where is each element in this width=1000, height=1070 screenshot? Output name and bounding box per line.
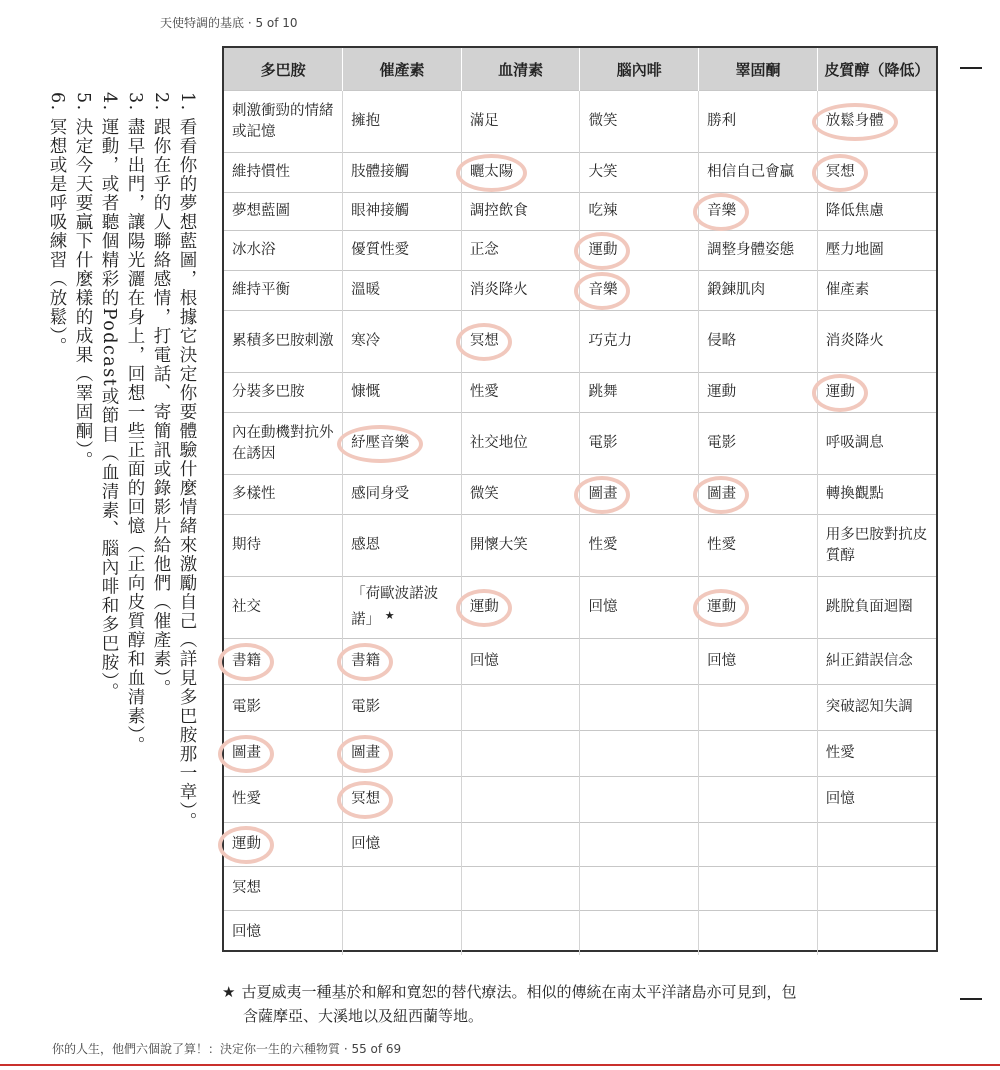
column-header: 腦內啡 <box>580 48 699 91</box>
table-cell <box>699 153 818 193</box>
table-cell <box>461 193 580 231</box>
table-row <box>224 823 936 867</box>
cell-text: 運動 <box>825 384 855 400</box>
table-cell <box>580 823 699 867</box>
cell-text: 消炎降火 <box>825 333 884 349</box>
cell-text: 社交 <box>232 599 261 615</box>
cell-text: 放鬆身體 <box>825 113 884 129</box>
cell-text: 感恩 <box>351 537 381 553</box>
table-cell <box>580 373 699 413</box>
table-cell <box>461 311 580 373</box>
cell-text: 侵略 <box>707 333 737 349</box>
cell-text: 糾正錯誤信念 <box>825 653 913 669</box>
cell-text: 跳舞 <box>588 384 618 400</box>
table-row <box>224 373 936 413</box>
table-cell <box>461 91 580 153</box>
table-cell <box>461 475 580 515</box>
instruction-text: 盡早出門，讓陽光灑在身上，回想一些正面的回憶（正向皮質醇和血清素）。 <box>125 117 145 755</box>
cell-text: 回憶 <box>707 653 737 669</box>
cell-text: 肢體接觸 <box>351 164 410 180</box>
table-cell <box>580 639 699 685</box>
table-cell <box>461 777 580 823</box>
margin-mark-bottom <box>960 998 982 1000</box>
cell-text: 壓力地圖 <box>825 242 884 258</box>
table-cell <box>224 231 343 271</box>
table-row <box>224 91 936 153</box>
table-cell <box>224 475 343 515</box>
footnote-line-1: 古夏威夷一種基於和解和寬恕的替代療法。相似的傳統在南太平洋諸島亦可見到，包 <box>241 983 797 1001</box>
cell-text: 維持慣性 <box>232 164 290 180</box>
table-cell <box>224 193 343 231</box>
cell-text: 鍛鍊肌肉 <box>707 282 766 298</box>
table-cell <box>224 91 343 153</box>
table-cell <box>699 515 818 577</box>
cell-text: 刺激衝勁的情緒或記憶 <box>232 102 334 140</box>
table-row <box>224 639 936 685</box>
cell-text: 開懷大笑 <box>469 537 528 553</box>
cell-text: 回憶 <box>825 791 855 807</box>
footnote-line-2: 含薩摩亞、大溪地以及紐西蘭等地。 <box>243 1007 484 1025</box>
table-cell <box>699 577 818 639</box>
table-row <box>224 685 936 731</box>
footnote <box>222 980 902 1028</box>
table-cell <box>343 823 462 867</box>
table-cell <box>224 153 343 193</box>
table-cell <box>343 475 462 515</box>
cell-text: 冰水浴 <box>232 242 276 258</box>
table-cell <box>699 193 818 231</box>
table-row <box>224 475 936 515</box>
cell-text: 擁抱 <box>351 113 381 129</box>
cell-text: 慷慨 <box>351 384 381 400</box>
cell-text: 降低焦慮 <box>825 203 884 219</box>
table-cell <box>817 271 936 311</box>
table-cell <box>699 867 818 911</box>
table-cell <box>461 231 580 271</box>
table-cell <box>817 91 936 153</box>
instruction-item <box>174 92 200 972</box>
table-cell <box>461 271 580 311</box>
page-footer: 你的人生，他們六個說了算！：決定你一生的六種物質 · 55 of 69 <box>52 1042 402 1056</box>
column-header: 血清素 <box>461 48 580 91</box>
cell-text: 巧克力 <box>588 333 632 349</box>
cell-text: 正念 <box>469 242 499 258</box>
table-cell <box>699 271 818 311</box>
margin-mark-top <box>960 67 982 69</box>
cell-text: 曬太陽 <box>469 164 514 180</box>
table-row <box>224 577 936 639</box>
table-row <box>224 231 936 271</box>
cell-text: 性愛 <box>469 384 499 400</box>
instruction-item <box>122 92 148 972</box>
cell-text: 感同身受 <box>351 486 410 502</box>
table-cell <box>461 867 580 911</box>
table-cell <box>817 867 936 911</box>
table-cell <box>699 731 818 777</box>
cell-text: 滿足 <box>469 113 499 129</box>
table-cell <box>343 911 462 955</box>
instruction-item <box>96 92 122 972</box>
table-cell <box>343 231 462 271</box>
table-cell <box>580 231 699 271</box>
cell-text: 溫暖 <box>351 282 381 298</box>
table-row <box>224 515 936 577</box>
table-cell <box>817 413 936 475</box>
cell-text: 圖畫 <box>588 486 618 502</box>
table-cell <box>461 685 580 731</box>
cell-text: 書籍 <box>232 653 261 669</box>
table-cell <box>699 777 818 823</box>
instruction-text: 看看你的夢想藍圖，根據它決定你要體驗什麼情緒來激勵自己（詳見多巴胺那一章）。 <box>177 117 197 831</box>
table-cell <box>580 271 699 311</box>
cell-text: 冥想 <box>469 333 499 349</box>
cell-text: 維持平衡 <box>232 282 290 298</box>
cell-text: 跳脫負面迴圈 <box>825 599 913 615</box>
table-cell <box>224 311 343 373</box>
instruction-number: 4. <box>99 92 119 112</box>
table-cell <box>343 577 462 639</box>
table-cell <box>699 413 818 475</box>
table-cell <box>224 685 343 731</box>
table-cell <box>817 731 936 777</box>
instruction-text: 運動，或者聽個精彩的Podcast或節目（血清素、腦內啡和多巴胺）。 <box>99 117 119 702</box>
table-cell <box>224 823 343 867</box>
table-cell <box>343 193 462 231</box>
cell-text: 吃辣 <box>588 203 618 219</box>
cell-text: 夢想藍圖 <box>232 203 290 219</box>
instruction-item <box>148 92 174 972</box>
instruction-text: 決定今天要贏下什麼樣的成果（睪固酮）。 <box>73 117 93 470</box>
column-header: 睪固酮 <box>699 48 818 91</box>
table-cell <box>224 639 343 685</box>
table-cell <box>343 91 462 153</box>
table-cell <box>224 373 343 413</box>
table-row <box>224 911 936 955</box>
cell-text: 運動 <box>707 599 737 615</box>
table-cell <box>580 911 699 955</box>
cell-text: 調整身體姿態 <box>707 242 795 258</box>
table-row <box>224 731 936 777</box>
table-cell <box>224 577 343 639</box>
table-cell <box>461 413 580 475</box>
cell-text: 性愛 <box>707 537 737 553</box>
table-row <box>224 271 936 311</box>
instruction-item <box>70 92 96 972</box>
table-cell <box>699 311 818 373</box>
table-row <box>224 193 936 231</box>
table-cell <box>343 731 462 777</box>
cell-text: 大笑 <box>588 164 618 180</box>
table-cell <box>343 685 462 731</box>
table-cell <box>699 911 818 955</box>
instruction-number: 5. <box>73 92 93 112</box>
table-row <box>224 777 936 823</box>
table-row <box>224 867 936 911</box>
table-cell <box>224 911 343 955</box>
hormone-table <box>222 46 938 952</box>
table-cell <box>699 823 818 867</box>
instruction-text: 冥想或是呼吸練習（放鬆）。 <box>47 117 67 356</box>
cell-text: 相信自己會贏 <box>707 164 795 180</box>
cell-text: 性愛 <box>825 745 855 761</box>
table-cell <box>343 153 462 193</box>
table-cell <box>580 413 699 475</box>
cell-text: 音樂 <box>588 282 618 298</box>
table-cell <box>699 91 818 153</box>
table-cell <box>461 373 580 413</box>
cell-text: 社交地位 <box>469 435 528 451</box>
cell-text: 調控飲食 <box>469 203 528 219</box>
cell-text: 回憶 <box>588 599 618 615</box>
cell-text: 回憶 <box>351 836 381 852</box>
table-cell <box>580 475 699 515</box>
table-cell <box>699 475 818 515</box>
instruction-item <box>44 92 70 972</box>
cell-text: 冥想 <box>351 791 381 807</box>
cell-text: 微笑 <box>469 486 499 502</box>
table-row <box>224 413 936 475</box>
table-cell <box>580 311 699 373</box>
cell-text: 電影 <box>232 699 261 715</box>
table-cell <box>224 731 343 777</box>
table-cell <box>224 271 343 311</box>
table-cell <box>699 231 818 271</box>
cell-text: 累積多巴胺刺激 <box>232 333 334 349</box>
cell-text: 突破認知失調 <box>825 699 913 715</box>
table-row <box>224 311 936 373</box>
cell-text: 電影 <box>351 699 381 715</box>
table-cell <box>699 373 818 413</box>
cell-text: 內在動機對抗外在誘因 <box>232 424 334 462</box>
table-cell <box>461 577 580 639</box>
cell-text: 優質性愛 <box>351 242 410 258</box>
table-cell <box>817 193 936 231</box>
table-cell <box>461 731 580 777</box>
cell-text: 呼吸調息 <box>825 435 884 451</box>
cell-text: 書籍 <box>351 653 381 669</box>
table-cell <box>580 867 699 911</box>
table-header-row <box>224 48 936 91</box>
cell-text: 圖畫 <box>232 745 261 761</box>
column-header: 多巴胺 <box>224 48 343 91</box>
table-cell <box>699 685 818 731</box>
table-cell <box>817 577 936 639</box>
table-cell <box>343 867 462 911</box>
cell-text: 回憶 <box>469 653 499 669</box>
table-row <box>224 153 936 193</box>
table-cell <box>461 911 580 955</box>
cell-text: 運動 <box>588 242 618 258</box>
table-cell <box>461 823 580 867</box>
table-cell <box>580 193 699 231</box>
cell-text: 運動 <box>232 836 261 852</box>
instruction-list <box>4 92 200 972</box>
cell-text: 轉換觀點 <box>825 486 884 502</box>
cell-text: 分裝多巴胺 <box>232 384 305 400</box>
table-cell <box>580 731 699 777</box>
instruction-text: 跟你在乎的人聯絡感情，打電話、寄簡訊或錄影片給他們（催產素）。 <box>151 117 171 698</box>
table-cell <box>224 777 343 823</box>
table-cell <box>699 639 818 685</box>
table-cell <box>817 911 936 955</box>
table-cell <box>817 515 936 577</box>
table-cell <box>817 777 936 823</box>
star-icon: ★ <box>384 608 395 622</box>
instruction-number: 2. <box>151 92 171 112</box>
cell-text: 眼神接觸 <box>351 203 410 219</box>
table-cell <box>580 153 699 193</box>
table-cell <box>817 231 936 271</box>
column-header: 皮質醇（降低） <box>817 48 936 91</box>
running-header: 天使特調的基底 · 5 of 10 <box>160 16 298 30</box>
table-cell <box>817 639 936 685</box>
instruction-number: 6. <box>47 92 67 112</box>
instruction-number: 1. <box>177 92 197 112</box>
table-cell <box>224 515 343 577</box>
cell-text: 微笑 <box>588 113 618 129</box>
table-cell <box>461 153 580 193</box>
cell-text: 電影 <box>588 435 618 451</box>
table-cell <box>817 685 936 731</box>
table-cell <box>343 271 462 311</box>
cell-text: 勝利 <box>707 113 737 129</box>
cell-text: 性愛 <box>232 791 261 807</box>
cell-text: 音樂 <box>707 203 737 219</box>
table-cell <box>343 373 462 413</box>
star-icon: ★ <box>222 983 236 1001</box>
table-cell <box>817 823 936 867</box>
table-cell <box>580 577 699 639</box>
cell-text: 圖畫 <box>351 745 381 761</box>
table-cell <box>224 867 343 911</box>
cell-text: 運動 <box>469 599 499 615</box>
instruction-number: 3. <box>125 92 145 112</box>
table-cell <box>343 777 462 823</box>
column-header: 催產素 <box>343 48 462 91</box>
table-cell <box>817 373 936 413</box>
table-cell <box>461 639 580 685</box>
cell-text: 期待 <box>232 537 261 553</box>
table-cell <box>343 639 462 685</box>
table-cell <box>580 685 699 731</box>
cell-text: 圖畫 <box>707 486 737 502</box>
cell-text: 寒冷 <box>351 333 381 349</box>
table-cell <box>817 311 936 373</box>
cell-text: 電影 <box>707 435 737 451</box>
table-cell <box>580 91 699 153</box>
table-cell <box>343 311 462 373</box>
table-cell <box>461 515 580 577</box>
table-cell <box>817 153 936 193</box>
table-cell <box>343 413 462 475</box>
cell-text: 冥想 <box>232 880 261 896</box>
cell-text: 性愛 <box>588 537 618 553</box>
cell-text: 多樣性 <box>232 486 276 502</box>
footer-rule <box>0 1064 1000 1066</box>
cell-text: 冥想 <box>825 164 855 180</box>
cell-text: 消炎降火 <box>469 282 528 298</box>
table-cell <box>580 777 699 823</box>
cell-text: 「荷歐波諾波諾」 <box>351 585 439 629</box>
cell-text: 運動 <box>707 384 737 400</box>
cell-text: 用多巴胺對抗皮質醇 <box>825 526 928 564</box>
table-cell <box>224 413 343 475</box>
cell-text: 紓壓音樂 <box>351 435 410 451</box>
table-cell <box>817 475 936 515</box>
table-cell <box>343 515 462 577</box>
cell-text: 催產素 <box>825 282 870 298</box>
table-cell <box>580 515 699 577</box>
cell-text: 回憶 <box>232 924 261 941</box>
